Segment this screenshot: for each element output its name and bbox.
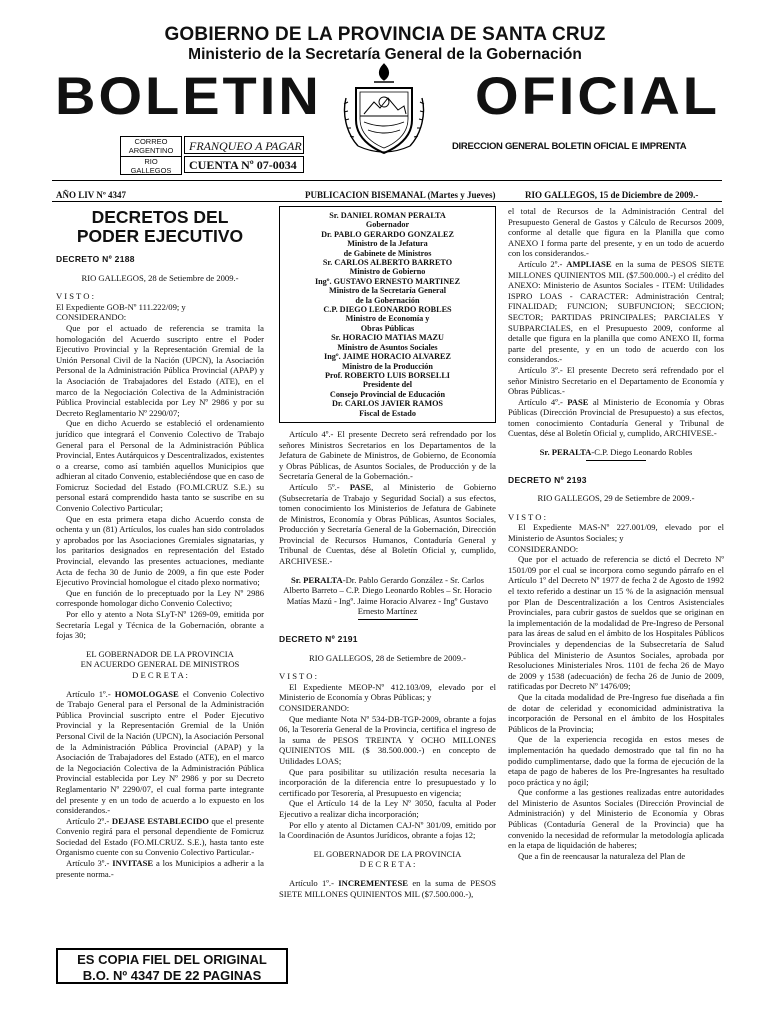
ministers-heading: EN ACUERDO GENERAL DE MINISTROS: [80, 659, 240, 670]
postal-franking-block: [120, 136, 300, 174]
governor-heading: EL GOBERNADOR DE LA PROVINCIA: [86, 648, 234, 659]
article-3: Artículo 3º.- El presente Decreto será refrendado por el señor Ministro Secretario en el Departamento de Economía y Obras Públicas.-: [508, 364, 724, 397]
signatory-line: Ministro de Gobierno: [349, 267, 426, 277]
divider: [358, 619, 418, 620]
decreto-date: RIO GALLEGOS, 29 de Setiembre de 2009.-: [537, 493, 695, 504]
section-title-line-1: DECRETOS DEL: [91, 207, 229, 227]
decreta-heading: D E C R E T A :: [359, 859, 416, 870]
certified-copy-box: [56, 948, 288, 984]
column-2: [279, 206, 496, 899]
rio-line-1: RIO: [144, 157, 158, 166]
copy-line-2: B.O. Nº 4347 DE 22 PAGINAS: [82, 968, 262, 983]
meta-rule: [52, 201, 722, 202]
paragraph: Que por el actuado de referencia se dictó el Decreto Nº 1501/09 por el cual se incorpora como segundo párrafo en el Artículo 1º del Decreto Nº 1977 de fecha 2 de Agosto de 1992 el texto referido a destinar un 15 % de la asignación mensual por Plan de Descentralización a los Centros Asistenciales Provinciales, para cubrir gastos de sueldos que se originan en la implementación de la modalidad de Pre-Ingreso de Personal para las áreas de salud en el ámbito de los Hospitales Públicos Provinciales y dependencias de la Subsecretaría de Salud Pública del Ministerio de Asuntos Sociales, aprobada por Resoluciones Ministeriales Nros. 1101 de fecha 26 de Mayo de 2009 y 1538 (adecuación) de fecha 26 de Junio de 2009, ratificadas por Decreto Nº 1476/09;: [508, 554, 724, 692]
decreto-date: RIO GALLEGOS, 28 de Setiembre de 2009.-: [308, 652, 467, 663]
signatory-line: Ingº. JAIME HORACIO ALVAREZ: [324, 352, 451, 362]
article-5: Artículo 5º.- PASE, al Ministerio de Gobierno (Subsecretaría de Trabajo y Seguridad Social) a sus efectos, tomen conocimiento los Ministerios de Jefatura de Gabinete de Ministros, Economía y Obras Públicas, Asuntos Sociales, Producción y Secretaría General de la Gobernación, Dirección Provincial de Recursos Humanos, Contaduría General y Tribunal de Cuentas, dése al Boletín Oficial y, cumplido, ARCHIVESE.-: [279, 481, 496, 567]
column-1: [56, 206, 264, 879]
signatory-line: Ingº. GUSTAVO ERNESTO MARTINEZ: [314, 276, 461, 286]
article-4: Artículo 4º.- PASE al Ministerio de Economía y Obras Públicas (Dirección Provincial de Presupuesto) a sus efectos, tomen conocimiento Contaduría General y Tribunal de Cuentas, dése al Boletín Oficial y, cumplido, ARCHIVESE.-: [508, 396, 724, 439]
decreto-number: DECRETO Nº 2191: [279, 634, 358, 645]
signatory-line: Obras Públicas: [360, 323, 415, 333]
section-title: [56, 208, 264, 246]
section-title-line-2: PODER EJECUTIVO: [76, 226, 244, 246]
visto-heading: V I S T O :: [508, 511, 546, 522]
divider: [586, 460, 646, 461]
paragraph: Que a fin de reencausar la naturaleza del Plan de: [518, 850, 686, 861]
signatory-line: de la Gobernación: [355, 295, 420, 305]
paragraph: Que mediante Nota Nº 534-DB-TGP-2009, obrante a fojas 06, la Tesorería General de la Provincia, certifica el ingreso de la suma de PESOS TREINTA Y OCHO MILLONES QUINIENTOS MIL ($ 38.500.000.-) en concepto de Utilidades LOAS;: [279, 713, 496, 766]
paragraph: Que de la experiencia recogida en estos meses de implementación ha quedado demostrado que tal fin no ha podido cumplimentarse, dado que la forma de ejecución de la etapa de pago de haberes de los Pre-Ingresantes ha resultado poco práctica y no ágil;: [508, 734, 724, 787]
issue-number: AÑO LIV Nº 4347: [56, 190, 127, 200]
decreto-number: DECRETO Nº 2193: [508, 474, 587, 485]
paragraph: Que la citada modalidad de Pre-Ingreso fue diseñada a fin de dotar de celeridad y economicidad administrativa la incorporación de Personal en el ámbito de los Hospitales Públicos de la Provincia;: [508, 691, 724, 734]
signatory-line: Consejo Provincial de Educación: [329, 389, 446, 399]
decreto-date: RIO GALLEGOS, 28 de Setiembre de 2009.-: [81, 272, 239, 283]
paragraph: Que el Artículo 14 de la Ley Nº 3050, faculta al Poder Ejecutivo a realizar dicha incorporación;: [279, 798, 496, 819]
visto-heading: V I S T O :: [279, 671, 317, 682]
article-2: Artículo 2º.- DEJASE ESTABLECIDO que el presente Convenio regirá para el personal dependiente de Fomicruz Sociedad del Estado (FO.MI.CRUZ. S.E.), hasta tanto este Organismo cuente con su Convenio Colectivo Particular.-: [56, 815, 264, 858]
paragraph: Por ello y atento al Dictamen CAJ-Nº 301/09, emitido por la Coordinación de Asuntos Jurídicos, obrante a fojas 12;: [279, 819, 496, 841]
header-rule: [52, 180, 722, 181]
ministry-title: Ministerio de la Secretaría General de la Gobernación: [188, 46, 582, 63]
decreto-number: DECRETO Nº 2188: [56, 254, 135, 264]
paragraph: el total de Recursos de la Administración Central del Presupuesto General de Gastos y Cálculo de Recursos 2009, conforme al detalle que figura en la Planilla que como ANEXO I forma parte del presente, y en un todo de acuerdo con los considerandos.-: [508, 206, 724, 259]
signatory-line: Ministro de la Producción: [342, 361, 433, 371]
signatories-box: [279, 206, 496, 423]
paragraph: Que en función de lo preceptuado por la Ley Nº 2986 corresponde homologar dicho Convenio Colectivo;: [56, 587, 264, 609]
franqueo-label: FRANQUEO A PAGAR: [184, 136, 304, 154]
signatory-line: de Gabinete de Ministros: [343, 248, 432, 258]
paragraph: El Expediente MAS-Nº 227.001/09, elevado por el Ministerio de Asuntos Sociales; y: [508, 522, 724, 544]
paragraph: Por ello y atento a Nota SLyT-Nº 1269-09, emitida por Secretaría Legal y Técnica de la Gobernación, obrante a fojas 30;: [56, 609, 264, 641]
correo-line-1: CORREO: [134, 137, 168, 146]
direccion-label: DIRECCION GENERAL BOLETIN OFICIAL E IMPRENTA: [452, 141, 687, 152]
signatory-line: Ministro de la Jefatura: [347, 239, 428, 249]
publication-frequency: PUBLICACION BISEMANAL (Martes y Jueves): [305, 190, 496, 200]
signatory-line: Prof. ROBERTO LUIS BORSELLI: [325, 370, 450, 380]
signatory-line: Sr. DANIEL ROMAN PERALTA: [329, 211, 446, 220]
article-1: Artículo 1º.- HOMOLOGASE el Convenio Colectivo de Trabajo General para el Personal de la Administración Pública Provincial suscripto entre el Poder Ejecutivo Provincial y la Representación Gremial de la Unión Personal Civil de la Nación (UPCN), la Asociación Personal de la Administración Pública Provincial (APAP) y la Asociación de Trabajadores del Estado (ATE), en el marco de la Negociación Colectiva de la Administración Pública Provincial establecida por Ley Nº 2986 y por su Decreto Reglamentario Nº 2290/07, el cual forma parte integrante del presente y en un todo de acuerdo a lo expuesto en los considerandos.-: [56, 688, 264, 816]
paragraph: El Expediente MEOP-Nº 412.103/09, elevado por el Ministerio de Economía y Obras Públicas; y: [279, 681, 496, 703]
copy-line-1: ES COPIA FIEL DEL ORIGINAL: [77, 952, 267, 967]
signatory-line: Ministro de Asuntos Sociales: [337, 342, 438, 352]
governor-heading: EL GOBERNADOR DE LA PROVINCIA: [313, 848, 462, 859]
signatory-line: C.P. DIEGO LEONARDO ROBLES: [323, 305, 452, 315]
signatory-line: Sr. HORACIO MATIAS MAZU: [331, 333, 444, 343]
issue-date: RIO GALLEGOS, 15 de Diciembre de 2009.-: [525, 190, 699, 200]
visto-heading: V I S T O :: [56, 291, 94, 302]
considerando-heading: CONSIDERANDO:: [508, 543, 579, 554]
paragraph: Que en esta primera etapa dicho Acuerdo consta de ochenta y un (81) Artículos, los cuales han sido controlados y aprobados por las Asociaciones Gremiales signatarias, y los paritarios designados en representación del Estado Provincial, elevando las presentes actuaciones, mediante Acta de fecha 30 de Junio de 2009, a fin que este Poder Ejecutivo Provincial homologue el citado plexo normativo;: [56, 513, 264, 588]
paragraph: Que conforme a las gestiones realizadas entre autoridades del Ministerio de Asuntos Sociales (Dirección Provincial de Administración) y del Ministerio de Economía y Obras Públicas (Contaduría General de la Provincia) que ha convenido la necesidad de reformular la metodología aplicada en la etapa de liquidación de haberes;: [508, 787, 724, 851]
considerando-heading: CONSIDERANDO:: [56, 312, 127, 323]
decreta-heading: D E C R E T A :: [132, 669, 188, 680]
considerando-heading: CONSIDERANDO:: [279, 703, 350, 713]
correo-box: [120, 136, 182, 175]
signatory-line: Presidente del: [362, 380, 413, 390]
paragraph: Que en dicho Acuerdo se estableció el ordenamiento jurídico que integrará el Convenio Colectivo de Trabajo General para el Personal de la Administración Pública Provincial, Entes Autárquicos y Descentralizados, existentes o a crearse, como así también aquellos Municipios que adhieran al citado Convenio, estableciéndose que en caso de Fomicruz Sociedad del Estado (FO.MI.CRUZ S.E.) su personal estará comprendido hasta tanto se suscribe en su Convenio Colectivo Particular;: [56, 418, 264, 514]
article-1: Artículo 1º.- INCREMENTESE en la suma de PESOS SIETE MILLONES QUINIENTOS MIL ($7.500.000.-),: [279, 877, 496, 899]
correo-line-2: ARGENTINO: [128, 145, 174, 155]
article-4: Artículo 4º.- El presente Decreto será refrendado por los señores Ministros Secretarios en los Departamentos de la Jefatura de Gabinete de Ministros, de Gobierno, de Economía y Obras Públicas, de Asuntos Sociales, de Producción y de la Secretaría General de la Gobernación.-: [279, 428, 496, 482]
province-seal-icon: [338, 58, 430, 158]
signatory-line: Gobernador: [365, 220, 410, 230]
signatory-line: Ministro de la Secretaría General: [328, 286, 447, 296]
article-2: Artículo 2º.- AMPLIASE en la suma de PESOS SIETE MILLONES QUINIENTOS MIL ($7.500.000.-) el crédito del ANEXO: Ministerio de Asuntos Sociales - ITEM: Utilidades ISPRO LOAS - CARACTER: Administración Central; FINALIDAD; FUNCION; SUBFUNCION; SECCION; SECTOR; PARTIDAS PRINCIPALES; PARCIALES Y SUBPARCIALES, en el Presupuesto 2009, conforme al detalle que figura en la planilla que como ANEXO II, forma parte del presente, y en un todo de acuerdo con los considerandos.-: [508, 258, 724, 365]
masthead-boletin: BOLETIN: [55, 65, 322, 126]
signatory-line: Dr. PABLO GERARDO GONZALEZ: [321, 229, 454, 239]
signatory-line: Ministro de Economía y: [345, 314, 430, 324]
government-title: GOBIERNO DE LA PROVINCIA DE SANTA CRUZ: [164, 24, 606, 45]
article-3: Artículo 3º.- INVITASE a los Municipios a adherir a la presente norma.-: [56, 858, 264, 879]
signatures: Sr. PERALTA-C.P. Diego Leonardo Robles: [539, 447, 693, 458]
rio-line-2: GALLEGOS: [130, 165, 172, 175]
masthead-oficial: OFICIAL: [475, 65, 720, 126]
paragraph: El Expediente GOB-Nº 111.222/09; y: [56, 301, 186, 312]
signatory-line: Sr. CARLOS ALBERTO BARRETO: [322, 258, 453, 268]
cuenta-label: CUENTA Nº 07-0034: [184, 156, 304, 173]
signatory-line: Dr. CARLOS JAVIER RAMOS: [331, 399, 443, 409]
paragraph: Que para posibilitar su utilización resulta necesaria la incorporación de la diferencia entre lo presupuestado y lo certificado por Tesorería, al Presupuesto en vigencia;: [279, 766, 496, 798]
signatures: Sr. PERALTA-Dr. Pablo Gerardo González - Sr. Carlos Alberto Barreto – C.P. Diego Leonardo Robles – Sr. Horacio Matías Mazú - Ingº. Jaime Horacio Alvarez - Ingº Gustavo Ernesto Martínez: [283, 574, 492, 617]
paragraph: Que por el actuado de referencia se tramita la homologación del Acuerdo suscripto entre el Poder Ejecutivo Provincial y la Representación Gremial de la Unión Personal Civil de la Nación (UPCN), la Asociación Personal de la Administración Pública Provincial (APAP) y la Asociación de Trabajadores del Estado (ATE), en el marco de la Negociación Colectiva de la Administración Pública Provincial establecida por Ley Nº 2986 y por su Decreto Reglamentario Nº 2290/07;: [56, 322, 264, 418]
signatory-line: Fiscal de Estado: [359, 408, 416, 418]
column-3: [508, 206, 724, 861]
